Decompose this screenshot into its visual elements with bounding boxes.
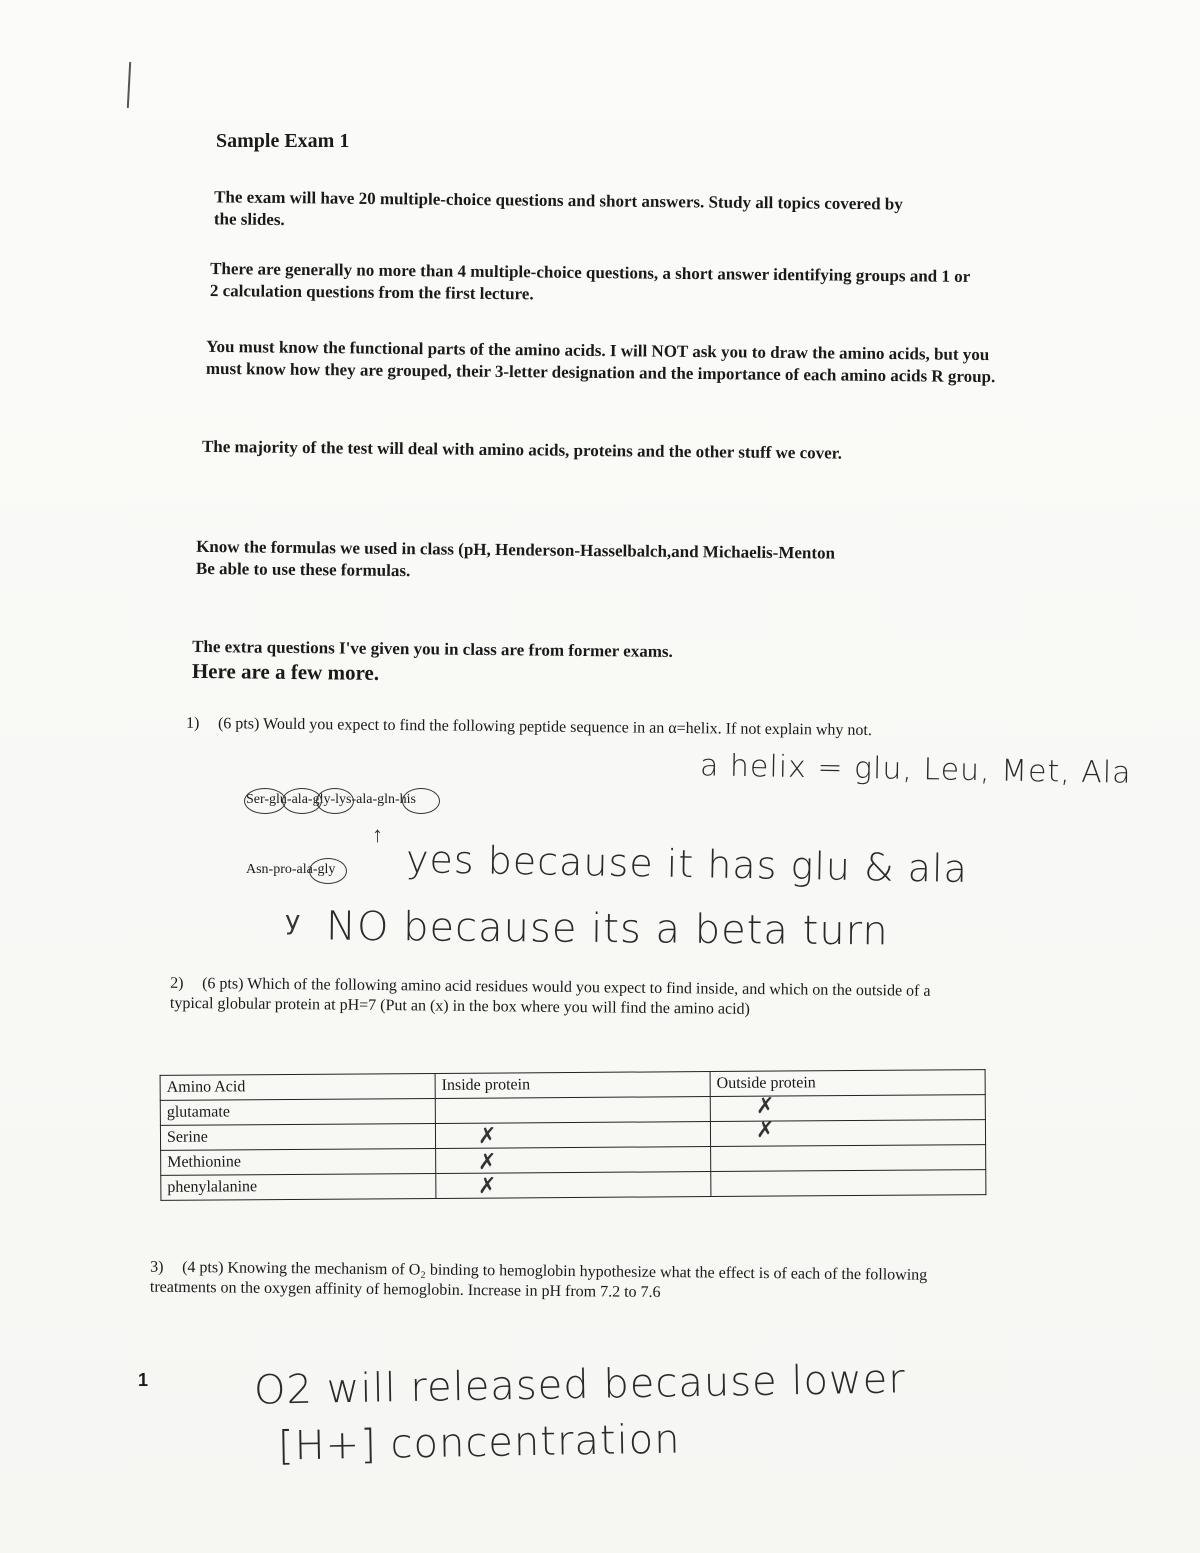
question-number: 3) [150,1258,164,1276]
handdrawn-circle [402,788,440,814]
intro-paragraph-6 [192,636,972,690]
intro-paragraph-4: The majority of the test will deal with amino acids, proteins and the other stuff we cover. [201,436,843,463]
handdrawn-circle [309,858,347,884]
handwritten-answer-h-concentration: [H+] concentration [277,1416,681,1470]
table-row [161,1170,986,1201]
amino-acid-table [160,1069,987,1201]
handwritten-answer-yes: yes because it has glu & ala [405,837,969,891]
header-outside: Outside protein [710,1070,985,1097]
handwritten-x-mark: ✗ [478,1124,497,1149]
inside-cell[interactable] [436,1147,711,1174]
header-inside: Inside protein [435,1072,710,1099]
peptide-sequence-1: Ser-glu-ala-gly-lys-ala-gln-his [246,792,416,807]
inside-cell[interactable] [435,1097,710,1124]
intro-paragraph-3: You must know the functional parts of the amino acids. I will NOT ask you to draw the amino acids, but you must know how they are grouped, their 3-letter designation and the importance of each amino acids R group. [205,336,996,387]
few-more-heading: Here are a few more. [191,658,380,685]
handwritten-y-mark: y [285,906,301,936]
inside-cell[interactable] [435,1122,710,1149]
handwritten-answer-o2: O2 will released because lower [253,1356,907,1414]
handdrawn-circle [244,788,286,814]
question-number: 1) [185,714,200,732]
outside-cell[interactable] [710,1120,985,1147]
outside-cell[interactable] [710,1095,985,1122]
header-amino-acid: Amino Acid [160,1073,435,1100]
intro-paragraph-5 [196,536,976,588]
handwritten-arrow: ↑ [372,822,383,847]
question-2 [170,974,970,1022]
question-3 [150,1258,980,1307]
extra-questions-line: The extra questions I've given you in class are from former exams. [192,636,673,661]
formulas-line: Know the formulas we used in class (pH, Henderson-Hasselbalch,and Michaelis-Menton [196,536,836,563]
question-text: (4 pts) Knowing the mechanism of O₂ binding to hemoglobin hypothesize what the effect is of each of the following treatments on the oxygen affinity of hemoglobin. Increase in pH from 7.2 to 7.6 [149,1258,928,1302]
row-label: Methionine [161,1148,436,1175]
handdrawn-circle [316,788,354,814]
intro-paragraph-2: There are generally no more than 4 multiple-choice questions, a short answer identifying groups and 1 or 2 calculation questions from the first lecture. [209,259,971,304]
handwritten-x-mark: ✗ [478,1150,497,1175]
handwritten-answer-helix: a helix = glu, Leu, Met, Ala [699,748,1132,791]
row-label: phenylalanine [161,1173,436,1200]
page-number: 1 [138,1370,149,1390]
outside-cell[interactable] [711,1170,986,1197]
formulas-use-line: Be able to use these formulas. [195,558,411,581]
peptide-sequence-2: Asn-pro-ala-gly [246,862,336,877]
question-text: (6 pts) Which of the following amino acid residues would you expect to find inside, and which on the outside of a typical globular protein at pH=7 (Put an (x) in the box where you will find the amino acid) [169,975,931,1018]
intro-paragraph-1: The exam will have 20 multiple-choice questions and short answers. Study all topics covered by the slides. [213,187,903,230]
handwritten-x-mark: ✗ [756,1118,775,1143]
scan-edge-line [127,62,131,108]
question-1 [186,714,986,742]
question-text: (6 pts) Would you expect to find the following peptide sequence in an α=helix. If not explain why not. [217,715,872,739]
row-label: glutamate [160,1098,435,1125]
question-number: 2) [170,974,184,992]
page-title: Sample Exam 1 [216,130,350,152]
row-label: Serine [160,1123,435,1150]
handwritten-answer-no: NO because its a beta turn [325,903,889,955]
outside-cell[interactable] [711,1145,986,1172]
handwritten-x-mark: ✗ [756,1094,775,1119]
handwritten-x-mark: ✗ [478,1174,497,1199]
